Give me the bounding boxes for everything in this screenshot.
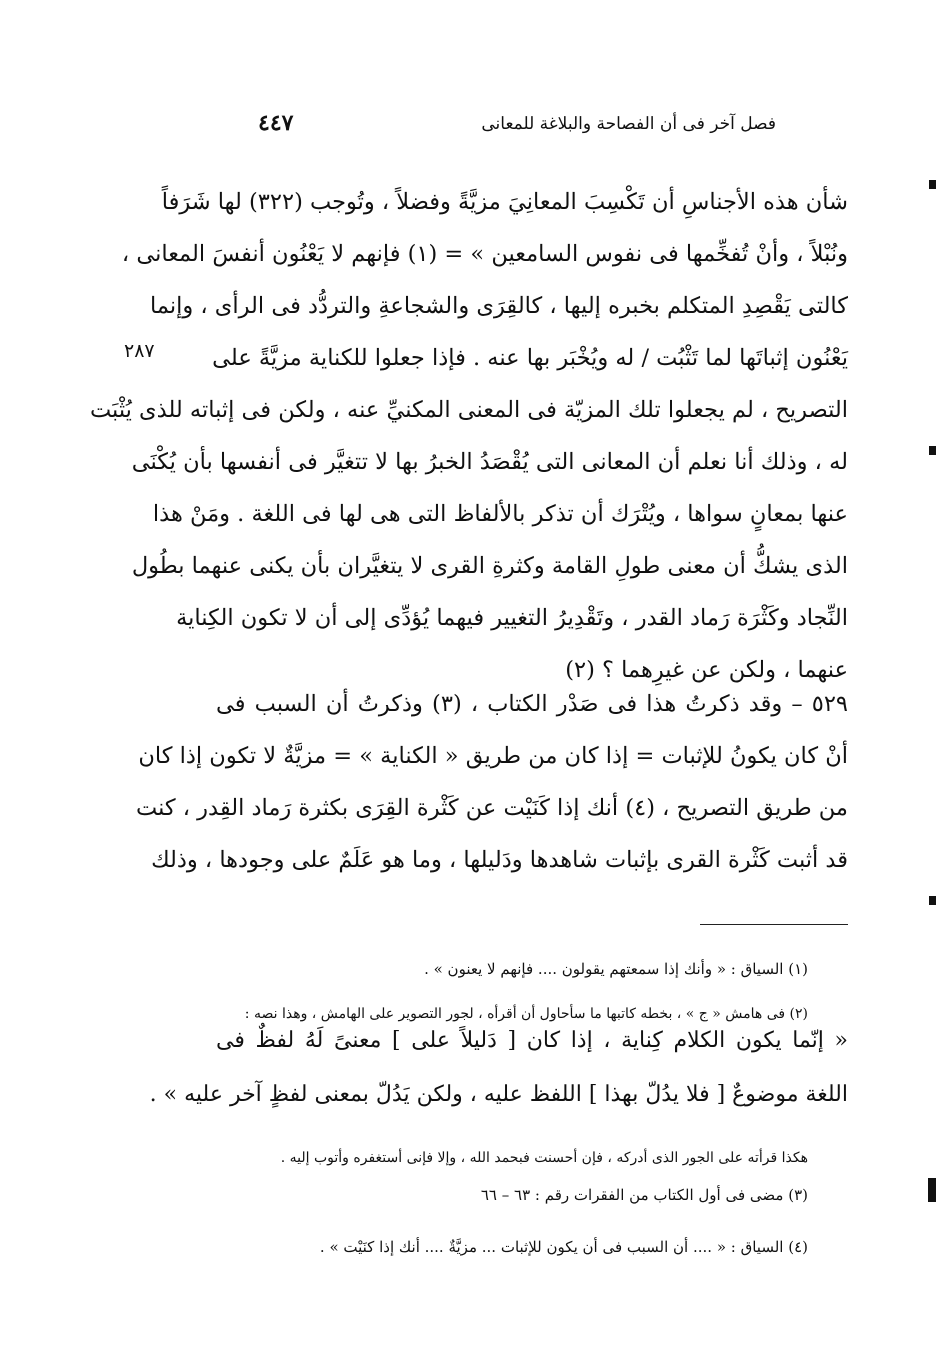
paragraph-529 xyxy=(136,678,848,886)
text-line: أنْ كان يكونُ للإثبات = إذا كان من طريق « الكناية » = مزيَّةٌ لا تكون إذا كان xyxy=(138,743,848,769)
footnote-2-quote-line: « إنّما يكون الكلام كِناية ، إذا كان [ دَليلاً على ] معنىً لَهُ لفظٌ فى xyxy=(216,1028,848,1053)
margin-reference-number: ٢٨٧ xyxy=(124,340,155,362)
text-line: كالتى يَقْصِدِ المتكلم بخبره إليها ، كالقِرَى والشجاعةِ والتردُّد فى الرأى ، وإنما xyxy=(149,293,848,319)
text-line: الذى يشكُّ أن معنى طولِ القامة وكثرةِ القرى لا يتغيَّران بأن يكنى عنهما بطُول xyxy=(131,553,848,579)
footnote-2-intro: (٢) فى هامش « ج » ، بخطه كاتبها ما سأحاول أن أقرأه ، لجور التصوير على الهامش ، وهذا نصه : xyxy=(244,1006,808,1022)
scan-edge-mark xyxy=(929,180,936,189)
footnote-separator xyxy=(700,924,848,925)
scan-edge-mark xyxy=(928,1178,936,1202)
footnote-1: (١) السياق : « وأنك إذا سمعتهم يقولون .... فإنهم لا يعنون » . xyxy=(424,960,808,978)
text-line: له ، وذلك أنا نعلم أن المعانى التى يُقْصَدُ الخبرُ بها لا تتغيَّر فى أنفسها بأن يُكْنَى xyxy=(131,449,848,475)
text-line: التصريح ، لم يجعلوا تلك المزيّة فى المعنى المكنيِّ عنه ، ولكن فى إثباته للذى يُثْبَت xyxy=(89,397,848,423)
running-header-title: فصل آخر فى أن الفصاحة والبلاغة للمعانى xyxy=(481,114,776,134)
text-line: قد أثبت كَثْرة القرى بإثبات شاهدها ودَليلها ، وما هو عَلَمٌ على وجودها ، وذلك xyxy=(151,847,848,873)
text-line: ونُبْلاً ، وأنْ تُفخِّمها فى نفوس السامعين » = (١) فإنهم لا يَعْنُون أنفسَ المعانى ، xyxy=(121,241,848,267)
text-line: ٥٢٩ – وقد ذكرتُ هذا فى صَدْر الكتاب ، (٣) وذكرتُ أن السبب فى xyxy=(216,691,848,717)
scan-edge-mark xyxy=(929,896,936,905)
footnote-3: (٣) مضى فى أول الكتاب من الفقرات رقم : ٦٣ – ٦٦ xyxy=(480,1186,808,1204)
footnote-2-quote-line: اللغة موضوعٌ [ فلا يدُلّ بهذا ] اللفظ عليه ، ولكن يَدُلّ بمعنى لفظٍ آخر عليه » . xyxy=(149,1082,848,1107)
text-line: عنها بمعانٍ سواها ، ويُتْرَك أن تذكر بالألفاظ التى هى لها فى اللغة . ومَنْ هذا xyxy=(152,501,848,527)
text-line: شأن هذه الأجناسِ أن تَكْسِبَ المعانِيَ مزيَّةً وفضلاً ، وتُوجب (٣٢٢) لها شَرَفاً xyxy=(161,189,848,215)
page-number: ٤٤٧ xyxy=(258,110,294,136)
footnote-4: (٤) السياق : « .... أن السبب فى أن يكون للإثبات ... مزيَّةٌ .... أنك إذا كنَيْت » . xyxy=(319,1238,808,1256)
text-line: من طريق التصريح ، (٤) أنك إذا كَنَيْت عن كَثْرة القِرَى بكثرة رَماد القِدر ، كنت xyxy=(136,795,848,821)
text-line: يَعْنُون إثباتَها لما تَثْبُت / له ويُخْبَر بها عنه . فإذا جعلوا للكناية مزيَّةً على xyxy=(212,345,848,371)
text-line: النِّجاد وكَثْرَة رَماد القدر ، وتَقْدِيرُ التغيير فيهما يُؤدِّى إلى أن لا تكون الكِناية xyxy=(176,605,848,631)
footnote-2-note: هكذا قرأته على الجور الذى أدركه ، فإن أحسنت فبحمد الله ، وإلا فإنى أستغفره وأتوب إليه . xyxy=(280,1150,808,1166)
text-line: عنهما ، ولكن عن غيرِهما ؟ (٢) xyxy=(565,657,848,683)
scan-edge-mark xyxy=(929,446,936,455)
